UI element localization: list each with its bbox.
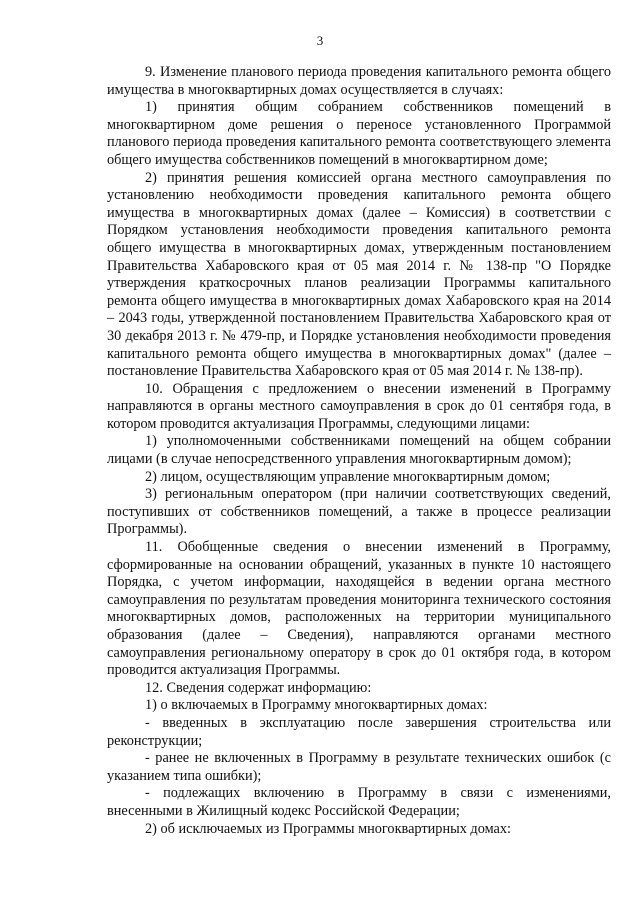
document-body [107,64,611,838]
paragraph-10-item-2: 2) лицом, осуществляющим управление многоквартирным домом; [145,468,551,485]
paragraph-11: 11. Обобщенные сведения о внесении изменений в Программу, сформированные на основании обращений, указанных в пункте 10 настоящего Порядка, с учетом информации, находящейся в ведении органа местного самоуправления по результатам проведения мониторинга технического состояния многоквартирных домов, расположенных на территории муниципального образования (далее – Сведения), направляются органами местного самоуправления региональному оператору в срок до 01 октября года, в котором проводится актуализация Программы. [107,539,611,679]
paragraph-12-item-2: 2) об исключаемых из Программы многоквартирных домах: [145,820,511,837]
paragraph-10-item-3: 3) региональным оператором (при наличии соответствующих сведений, поступивших от собственников помещений, а также в процессе реализации Программы). [107,486,611,538]
paragraph-12-item-1-dash-2: - ранее не включенных в Программу в результате технических ошибок (с указанием типа ошибки); [107,750,611,784]
paragraph-10-item-1: 1) уполномоченными собственниками помещений на общем собрании лицами (в случае непосредственного управления многоквартирным домом); [107,433,611,468]
paragraph-12-item-1: 1) о включаемых в Программу многоквартирных домах: [145,697,488,714]
paragraph-12-item-1-dash-1: - введенных в эксплуатацию после завершения строительства или реконструкции; [107,714,611,749]
page-number: 3 [316,33,324,48]
paragraph-9-item-2: 2) принятия решения комиссией органа местного самоуправления по установлению необходимости проведения капитального ремонта общего имущества в многоквартирных домах (далее – Комиссия) в соответствии с Порядком установления необходимости проведения капитального ремонта общего имущества в многоквартирных домах, утвержденным постановлением Правительства Хабаровского края от 05 мая 2014 г. № 138-пр "О Порядке утверждения краткосрочных планов реализации Программы капитального ремонта общего имущества в многоквартирных домах Хабаровского края на 2014 – 2043 годы, утвержденной постановлением Правительства Хабаровского края от 30 декабря 2013 г. № 479-пр, и Порядке установления необходимости проведения капитального ремонта общего имущества в многоквартирных домах" (далее – постановление Правительства Хабаровского края от 05 мая 2014 г. № 138-пр). [107,169,611,380]
paragraph-12: 12. Сведения содержат информацию: [145,679,372,696]
paragraph-9: 9. Изменение планового периода проведения капитального ремонта общего имущества в многоквартирных домах осуществляется в случаях: [107,64,611,98]
paragraph-10: 10. Обращения с предложением о внесении изменений в Программу направляются в органы местного самоуправления в срок до 01 сентября года, в котором проводится актуализация Программы, следующими лицами: [107,380,611,432]
paragraph-12-item-1-dash-3: - подлежащих включению в Программу в связи с изменениями, внесенными в Жилищный кодекс Российской Федерации; [107,785,611,819]
paragraph-9-item-1: 1) принятия общим собранием собственников помещений в многоквартирном доме решения о переносе установленного Программой планового периода проведения капитального ремонта соответствующего элемента общего имущества собственников помещений в многоквартирном доме; [107,99,611,168]
